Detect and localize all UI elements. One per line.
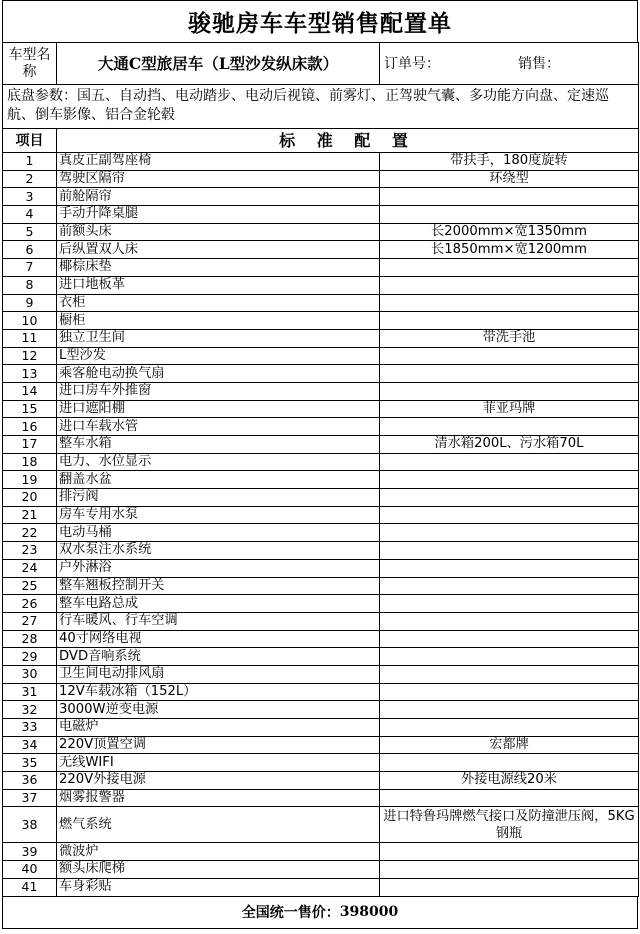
- item-value: [380, 719, 639, 737]
- table-row: [3, 489, 639, 507]
- table-row: [3, 241, 639, 259]
- item-value: [380, 595, 639, 613]
- item-number: 17: [3, 436, 57, 454]
- item-name: 微波炉: [57, 843, 380, 861]
- model-label: 车型名称: [3, 43, 57, 85]
- item-value: [380, 347, 639, 365]
- item-value: [380, 471, 639, 489]
- item-name: 电力、水位显示: [57, 453, 380, 471]
- item-value: [380, 206, 639, 224]
- item-number: 21: [3, 506, 57, 524]
- table-row: [3, 612, 639, 630]
- price-footer: [2, 897, 638, 929]
- table-row: [3, 365, 639, 383]
- item-value: [380, 577, 639, 595]
- item-name: 进口房车外推窗: [57, 382, 380, 400]
- item-number: 4: [3, 206, 57, 224]
- item-value: [380, 312, 639, 330]
- item-value: 宏都牌: [380, 736, 639, 754]
- chassis-row: [3, 85, 639, 129]
- item-number: 34: [3, 736, 57, 754]
- item-name: 燃气系统: [57, 807, 380, 843]
- order-sales-cell: [380, 43, 639, 85]
- item-name: 前舱隔帘: [57, 188, 380, 206]
- table-row: [3, 206, 639, 224]
- item-name: 进口地板革: [57, 276, 380, 294]
- item-name: 电磁炉: [57, 719, 380, 737]
- table-row: [3, 577, 639, 595]
- sheet-title: 骏驰房车车型销售配置单: [2, 0, 638, 42]
- item-number: 32: [3, 701, 57, 719]
- item-number: 3: [3, 188, 57, 206]
- item-name: 驾驶区隔帘: [57, 170, 380, 188]
- item-value: [380, 276, 639, 294]
- table-row: [3, 754, 639, 772]
- item-name: 整车水箱: [57, 436, 380, 454]
- table-row: [3, 418, 639, 436]
- item-value: [380, 630, 639, 648]
- item-name: 独立卫生间: [57, 329, 380, 347]
- config-sheet: [2, 0, 638, 929]
- sales-label: 销售：: [518, 55, 560, 72]
- table-row: [3, 595, 639, 613]
- table-row: [3, 524, 639, 542]
- table-row: [3, 807, 639, 843]
- table-row: [3, 630, 639, 648]
- item-number: 18: [3, 453, 57, 471]
- item-name: 衣柜: [57, 294, 380, 312]
- header-item: 项目: [3, 129, 57, 153]
- table-row: [3, 276, 639, 294]
- table-row: [3, 400, 639, 418]
- item-value: [380, 259, 639, 277]
- item-value: 环绕型: [380, 170, 639, 188]
- item-name: 卫生间电动排风扇: [57, 665, 380, 683]
- item-name: 3000W逆变电源: [57, 701, 380, 719]
- item-value: [380, 665, 639, 683]
- item-value: 长1850mm×宽1200mm: [380, 241, 639, 259]
- item-name: 进口车载水管: [57, 418, 380, 436]
- item-number: 27: [3, 612, 57, 630]
- item-name: 220V顶置空调: [57, 736, 380, 754]
- table-row: [3, 329, 639, 347]
- item-name: 整车电路总成: [57, 595, 380, 613]
- item-name: 手动升降桌腿: [57, 206, 380, 224]
- header-standard: 标 准 配 置: [57, 129, 639, 153]
- item-value: [380, 489, 639, 507]
- item-value: 菲亚玛牌: [380, 400, 639, 418]
- item-name: 橱柜: [57, 312, 380, 330]
- item-name: 户外淋浴: [57, 559, 380, 577]
- item-value: 带洗手池: [380, 329, 639, 347]
- item-number: 14: [3, 382, 57, 400]
- item-number: 31: [3, 683, 57, 701]
- order-number-label: 订单号：: [384, 55, 440, 72]
- table-row: [3, 471, 639, 489]
- item-value: [380, 453, 639, 471]
- item-number: 6: [3, 241, 57, 259]
- item-number: 30: [3, 665, 57, 683]
- table-row: [3, 294, 639, 312]
- table-row: [3, 736, 639, 754]
- table-row: [3, 259, 639, 277]
- item-name: L型沙发: [57, 347, 380, 365]
- item-number: 12: [3, 347, 57, 365]
- item-name: 车身彩贴: [57, 878, 380, 896]
- item-name: 12V车载冰箱（152L）: [57, 683, 380, 701]
- item-number: 24: [3, 559, 57, 577]
- table-row: [3, 223, 639, 241]
- item-value: [380, 542, 639, 560]
- item-value: [380, 648, 639, 666]
- item-value: [380, 878, 639, 896]
- model-row: [3, 43, 639, 85]
- item-number: 13: [3, 365, 57, 383]
- item-value: [380, 559, 639, 577]
- item-value: 清水箱200L、污水箱70L: [380, 436, 639, 454]
- item-value: [380, 524, 639, 542]
- item-name: 整车翘板控制开关: [57, 577, 380, 595]
- item-name: 真皮正副驾座椅: [57, 153, 380, 171]
- item-number: 9: [3, 294, 57, 312]
- table-row: [3, 170, 639, 188]
- item-name: 额头床爬梯: [57, 861, 380, 879]
- item-number: 33: [3, 719, 57, 737]
- item-number: 39: [3, 843, 57, 861]
- item-value: [380, 188, 639, 206]
- table-row: [3, 843, 639, 861]
- item-name: 前额头床: [57, 223, 380, 241]
- table-row: [3, 683, 639, 701]
- item-number: 5: [3, 223, 57, 241]
- item-number: 16: [3, 418, 57, 436]
- table-row: [3, 382, 639, 400]
- item-value: [380, 506, 639, 524]
- item-name: 220V外接电源: [57, 772, 380, 790]
- item-number: 37: [3, 789, 57, 807]
- item-value: 长2000mm×宽1350mm: [380, 223, 639, 241]
- table-row: [3, 453, 639, 471]
- item-number: 41: [3, 878, 57, 896]
- item-name: 排污阀: [57, 489, 380, 507]
- table-row: [3, 153, 639, 171]
- model-name: 大通C型旅居车（L型沙发纵床款）: [57, 43, 380, 85]
- item-name: 40寸网络电视: [57, 630, 380, 648]
- item-name: 房车专用水泵: [57, 506, 380, 524]
- item-value: 进口特鲁玛牌燃气接口及防撞泄压阀，5KG钢瓶: [380, 807, 639, 843]
- table-row: [3, 789, 639, 807]
- item-name: 翻盖水盆: [57, 471, 380, 489]
- item-value: [380, 843, 639, 861]
- table-row: [3, 719, 639, 737]
- item-number: 10: [3, 312, 57, 330]
- item-number: 36: [3, 772, 57, 790]
- item-value: [380, 789, 639, 807]
- item-value: [380, 754, 639, 772]
- item-value: [380, 294, 639, 312]
- item-number: 1: [3, 153, 57, 171]
- item-name: 双水泵注水系统: [57, 542, 380, 560]
- item-number: 22: [3, 524, 57, 542]
- item-value: [380, 365, 639, 383]
- item-value: 带扶手，180度旋转: [380, 153, 639, 171]
- item-number: 19: [3, 471, 57, 489]
- item-number: 28: [3, 630, 57, 648]
- item-number: 7: [3, 259, 57, 277]
- item-number: 23: [3, 542, 57, 560]
- price-value: 398000: [339, 904, 399, 920]
- item-number: 2: [3, 170, 57, 188]
- item-number: 35: [3, 754, 57, 772]
- item-value: 外接电源线20米: [380, 772, 639, 790]
- table-row: [3, 665, 639, 683]
- item-name: 乘客舱电动换气扇: [57, 365, 380, 383]
- table-row: [3, 772, 639, 790]
- item-value: [380, 861, 639, 879]
- table-row: [3, 188, 639, 206]
- item-number: 11: [3, 329, 57, 347]
- table-row: [3, 436, 639, 454]
- item-value: [380, 382, 639, 400]
- table-row: [3, 542, 639, 560]
- table-row: [3, 861, 639, 879]
- item-name: 椰棕床垫: [57, 259, 380, 277]
- price-label: 全国统一售价：: [241, 905, 340, 921]
- item-name: 行车暖风、行车空调: [57, 612, 380, 630]
- item-value: [380, 418, 639, 436]
- table-row: [3, 347, 639, 365]
- table-row: [3, 701, 639, 719]
- table-row: [3, 312, 639, 330]
- item-name: 后纵置双人床: [57, 241, 380, 259]
- config-table: [2, 42, 639, 897]
- item-number: 40: [3, 861, 57, 879]
- item-number: 15: [3, 400, 57, 418]
- table-row: [3, 878, 639, 896]
- item-value: [380, 701, 639, 719]
- item-number: 38: [3, 807, 57, 843]
- item-name: 烟雾报警器: [57, 789, 380, 807]
- item-number: 26: [3, 595, 57, 613]
- item-name: 电动马桶: [57, 524, 380, 542]
- table-row: [3, 506, 639, 524]
- item-value: [380, 683, 639, 701]
- item-number: 8: [3, 276, 57, 294]
- item-number: 29: [3, 648, 57, 666]
- item-name: DVD音响系统: [57, 648, 380, 666]
- item-number: 20: [3, 489, 57, 507]
- table-row: [3, 559, 639, 577]
- table-row: [3, 648, 639, 666]
- item-value: [380, 612, 639, 630]
- item-name: 进口遮阳棚: [57, 400, 380, 418]
- item-name: 无线WIFI: [57, 754, 380, 772]
- chassis-params: 底盘参数：国五、自动挡、电动踏步、电动后视镜、前雾灯、正驾驶气囊、多功能方向盘、定速巡航、倒车影像、铝合金轮毂: [3, 85, 639, 129]
- table-header: [3, 129, 639, 153]
- item-number: 25: [3, 577, 57, 595]
